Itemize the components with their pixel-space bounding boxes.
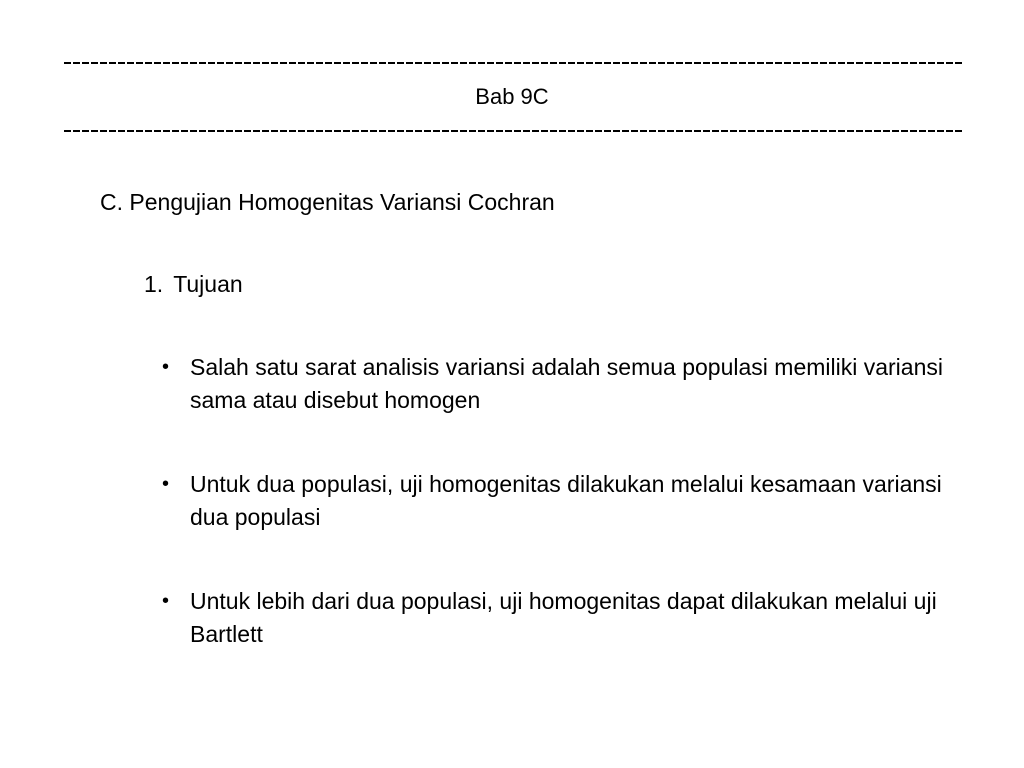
dashed-separator-top: [64, 62, 964, 64]
subsection-number: 1.: [144, 271, 164, 297]
bullet-item: [162, 351, 962, 417]
bullet-item: [162, 585, 962, 651]
bullet-icon: •: [162, 473, 170, 495]
bullet-icon: •: [162, 356, 170, 378]
subsection-heading: [144, 269, 243, 299]
dashed-separator-bottom: [64, 130, 964, 132]
section-title: C. Pengujian Homogenitas Variansi Cochran: [100, 189, 555, 215]
subsection-title: Tujuan: [173, 271, 243, 297]
bullet-item: [162, 468, 962, 534]
bullet-text: Untuk lebih dari dua populasi, uji homogenitas dapat dilakukan melalui uji Bartlett: [190, 588, 937, 647]
bullet-text: Salah satu sarat analisis variansi adalah semua populasi memiliki variansi sama atau disebut homogen: [190, 354, 943, 413]
bullet-list: [162, 351, 962, 702]
bullet-text: Untuk dua populasi, uji homogenitas dilakukan melalui kesamaan variansi dua populasi: [190, 471, 942, 530]
bullet-icon: •: [162, 590, 170, 612]
chapter-heading: Bab 9C: [475, 84, 549, 109]
